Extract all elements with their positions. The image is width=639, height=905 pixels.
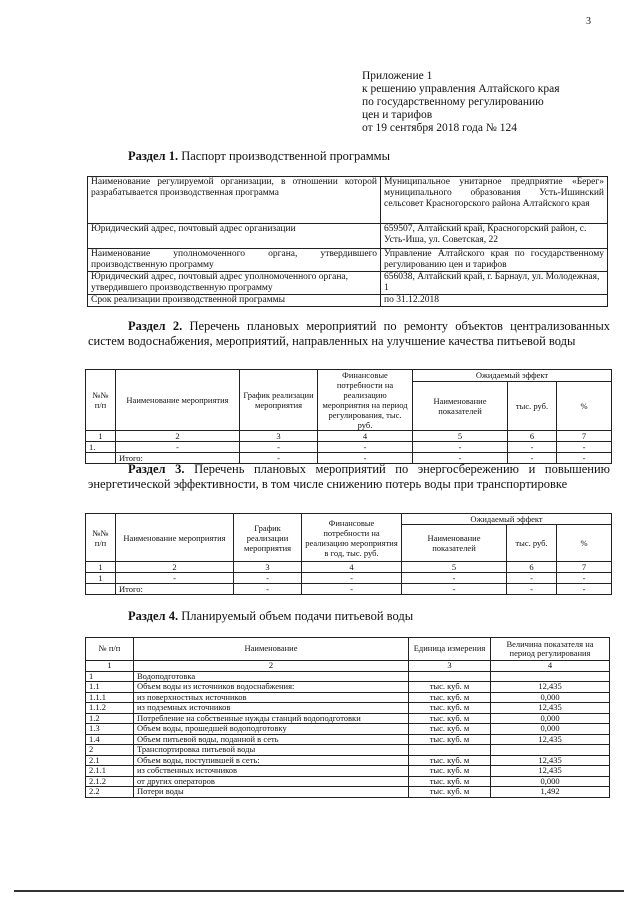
header-cell: Наименование мероприятия — [116, 514, 234, 562]
table-cell: 2 — [86, 745, 134, 756]
header-cell: тыс. руб. — [508, 381, 557, 430]
table-row — [86, 745, 610, 756]
table-row — [86, 573, 612, 584]
section-title: Паспорт производственной программы — [181, 149, 390, 163]
table-row — [86, 755, 610, 766]
table-cell: 12,435 — [491, 755, 610, 766]
header-cell: График реализации мероприятия — [234, 514, 302, 562]
table-cell: 6 — [507, 562, 557, 573]
table-cell: 7 — [557, 431, 612, 442]
appendix-block — [362, 70, 560, 135]
header-cell: % — [557, 525, 612, 562]
table-cell: - — [508, 453, 557, 464]
table-cell: - — [508, 442, 557, 453]
table-row — [88, 295, 608, 307]
table-cell: 1 — [86, 573, 116, 584]
table-cell: от других операторов — [134, 776, 409, 787]
table-cell: 659507, Алтайский край, Красногорский район, с. Усть-Иша, ул. Советская, 22 — [381, 224, 608, 249]
table-row — [86, 787, 610, 798]
table-row — [86, 734, 610, 745]
header-cell: Ожидаемый эффект — [413, 370, 612, 382]
table-cell: - — [302, 584, 402, 595]
table-cell: Срок реализации производственной программы — [88, 295, 381, 307]
table-cell: - — [557, 442, 612, 453]
table-row — [88, 224, 608, 249]
table-cell: 1 — [86, 671, 134, 682]
table-cell: 1.4 — [86, 734, 134, 745]
header-cell: Величина показателя на период регулирования — [491, 638, 610, 661]
table-cell: 6 — [508, 431, 557, 442]
table-cell: 3 — [240, 431, 318, 442]
table-cell: 5 — [413, 431, 508, 442]
table-row — [86, 442, 612, 453]
table-cell: Транспортировка питьевой воды — [134, 745, 409, 756]
table-cell: Итого: — [116, 584, 234, 595]
table-cell: - — [240, 442, 318, 453]
header-cell: № п/п — [86, 638, 134, 661]
header-cell: График реализации мероприятия — [240, 370, 318, 431]
table-cell: 2 — [116, 431, 240, 442]
table-cell: 5 — [402, 562, 507, 573]
table-cell: 0,000 — [491, 724, 610, 735]
table-cell — [409, 745, 491, 756]
table-cell: Наименование регулируемой организации, в отношении которой разрабатывается производственная программа — [88, 177, 381, 224]
appendix-line: от 19 сентября 2018 года № 124 — [362, 122, 517, 134]
table-cell: 7 — [557, 562, 612, 573]
table-cell: Потери воды — [134, 787, 409, 798]
table-cell: - — [413, 442, 508, 453]
header-cell: Финансовые потребности на реализацию мероприятия в год, тыс. руб. — [302, 514, 402, 562]
table-cell: - — [302, 573, 402, 584]
table-cell: 2.2 — [86, 787, 134, 798]
table-cell: 4 — [318, 431, 413, 442]
section-title: Перечень плановых мероприятий по энергосбережению и повышению энергетической эффективности, в том числе снижению потерь воды при транспортировке — [88, 462, 611, 491]
table-cell: - — [402, 584, 507, 595]
table-cell: Объем воды, поступившей в сеть: — [134, 755, 409, 766]
table-cell: - — [557, 453, 612, 464]
table-cell — [86, 584, 116, 595]
table-row — [86, 692, 610, 703]
table-cell: тыс. куб. м — [409, 692, 491, 703]
table-cell: - — [116, 573, 234, 584]
table-cell: 1 — [86, 431, 116, 442]
table-cell: тыс. куб. м — [409, 703, 491, 714]
table-cell: - — [413, 453, 508, 464]
table-cell: - — [507, 573, 557, 584]
page-bottom-edge — [14, 890, 624, 892]
table-cell: Объем воды, прошедшей водоподготовку — [134, 724, 409, 735]
table-cell: - — [557, 584, 612, 595]
table-cell: тыс. куб. м — [409, 724, 491, 735]
table-cell — [409, 671, 491, 682]
table-cell: 4 — [491, 661, 610, 672]
table-cell: 0,000 — [491, 692, 610, 703]
section-title: Перечень плановых мероприятий по ремонту объектов централизованных систем водоснабжения, мероприятий, направленных на улучшение качества питьевой воды — [88, 319, 610, 348]
table-cell: Юридический адрес, почтовый адрес организации — [88, 224, 381, 249]
section3-heading — [88, 462, 610, 492]
header-cell: Наименование мероприятия — [116, 370, 240, 431]
table-cell: 2.1 — [86, 755, 134, 766]
table-row — [86, 584, 612, 595]
table-header-row — [86, 638, 610, 661]
table-cell: 1.1.1 — [86, 692, 134, 703]
table-row — [88, 272, 608, 295]
passport-table — [87, 176, 608, 307]
section2-heading — [88, 319, 610, 349]
table-cell: 12,435 — [491, 682, 610, 693]
header-cell: №№ п/п — [86, 370, 116, 431]
table-cell: - — [557, 573, 612, 584]
header-cell: Наименование показателей — [413, 381, 508, 430]
table-header-row — [86, 514, 612, 525]
table-cell: тыс. куб. м — [409, 713, 491, 724]
section-title: Планируемый объем подачи питьевой воды — [181, 609, 414, 623]
table-cell: 1.3 — [86, 724, 134, 735]
table-row — [86, 703, 610, 714]
table-cell: 656038, Алтайский край, г. Барнаул, ул. Молодежная, 1 — [381, 272, 608, 295]
table-cell: Итого: — [116, 453, 240, 464]
table-cell: 1.1.2 — [86, 703, 134, 714]
header-cell: тыс. руб. — [507, 525, 557, 562]
table-cell: Наименование уполномоченного органа, утвердившего производственную программу — [88, 249, 381, 272]
table-cell — [491, 671, 610, 682]
table-cell: из подземных источников — [134, 703, 409, 714]
table-cell: Водоподготовка — [134, 671, 409, 682]
header-cell: Единица измерения — [409, 638, 491, 661]
header-cell: Финансовые потребности на реализацию мероприятия на период регулирования, тыс. руб. — [318, 370, 413, 431]
water-supply-table — [85, 637, 610, 798]
header-cell: % — [557, 381, 612, 430]
table-cell: Муниципальное унитарное предприятие «Берег» муниципального образования Усть-Ишинский сельсовет Красногорского района Алтайского края — [381, 177, 608, 224]
table-cell: 0,000 — [491, 713, 610, 724]
table-cell: 2 — [134, 661, 409, 672]
energy-saving-table — [85, 513, 612, 595]
appendix-line: Приложение 1 — [362, 70, 433, 82]
section1-heading — [128, 149, 390, 164]
table-cell: - — [234, 573, 302, 584]
table-cell: - — [318, 442, 413, 453]
table-cell: 2.1.1 — [86, 766, 134, 777]
table-cell: - — [240, 453, 318, 464]
table-cell: тыс. куб. м — [409, 787, 491, 798]
table-cell: из собственных источников — [134, 766, 409, 777]
header-cell: Наименование показателей — [402, 525, 507, 562]
table-cell: - — [507, 584, 557, 595]
table-cell: Объем воды из источников водоснабжения: — [134, 682, 409, 693]
appendix-line: к решению управления Алтайского края — [362, 83, 560, 95]
header-cell: Ожидаемый эффект — [402, 514, 612, 525]
table-cell: тыс. куб. м — [409, 734, 491, 745]
table-cell: 12,435 — [491, 734, 610, 745]
section-label: Раздел 1. — [128, 149, 179, 163]
table-cell: 2.1.2 — [86, 776, 134, 787]
section-label: Раздел 2. — [128, 319, 183, 333]
table-row — [86, 671, 610, 682]
table-cell: тыс. куб. м — [409, 682, 491, 693]
table-cell: 1. — [86, 442, 116, 453]
table-cell: - — [318, 453, 413, 464]
table-cell: 1.2 — [86, 713, 134, 724]
page-number: 3 — [586, 16, 591, 27]
table-cell: 3 — [234, 562, 302, 573]
table-cell: 1 — [86, 562, 116, 573]
appendix-line: цен и тарифов — [362, 109, 433, 121]
table-cell: Объем питьевой воды, поданной в сеть — [134, 734, 409, 745]
table-cell: 12,435 — [491, 703, 610, 714]
table-cell: 1 — [86, 661, 134, 672]
table-row — [86, 766, 610, 777]
table-cell: Юридический адрес, почтовый адрес уполномоченного органа, утвердившего производственную программу — [88, 272, 381, 295]
table-cell: 1.1 — [86, 682, 134, 693]
table-cell — [491, 745, 610, 756]
table-row — [86, 776, 610, 787]
table-cell: Потребление на собственные нужды станций водоподготовки — [134, 713, 409, 724]
table-cell: 0,000 — [491, 776, 610, 787]
table-row — [86, 724, 610, 735]
table-cell: - — [116, 442, 240, 453]
table-row — [88, 249, 608, 272]
column-number-row — [86, 661, 610, 672]
table-cell: 4 — [302, 562, 402, 573]
table-cell: из поверхностных источников — [134, 692, 409, 703]
table-row — [86, 713, 610, 724]
table-header-row — [86, 370, 612, 382]
repair-measures-table — [85, 369, 612, 464]
table-cell: 3 — [409, 661, 491, 672]
table-cell: 1,492 — [491, 787, 610, 798]
section4-heading — [128, 609, 413, 624]
table-cell: тыс. куб. м — [409, 776, 491, 787]
table-row — [88, 177, 608, 224]
table-cell: тыс. куб. м — [409, 755, 491, 766]
header-cell: №№ п/п — [86, 514, 116, 562]
section-label: Раздел 3. — [128, 462, 185, 476]
appendix-line: по государственному регулированию — [362, 96, 544, 108]
table-cell: 12,435 — [491, 766, 610, 777]
table-cell: - — [402, 573, 507, 584]
table-cell: Управление Алтайского края по государственному регулированию цен и тарифов — [381, 249, 608, 272]
column-number-row — [86, 562, 612, 573]
table-cell: по 31.12.2018 — [381, 295, 608, 307]
table-row — [86, 682, 610, 693]
table-cell: тыс. куб. м — [409, 766, 491, 777]
section-label: Раздел 4. — [128, 609, 179, 623]
table-cell: - — [234, 584, 302, 595]
column-number-row — [86, 431, 612, 442]
table-cell: 2 — [116, 562, 234, 573]
header-cell: Наименование — [134, 638, 409, 661]
